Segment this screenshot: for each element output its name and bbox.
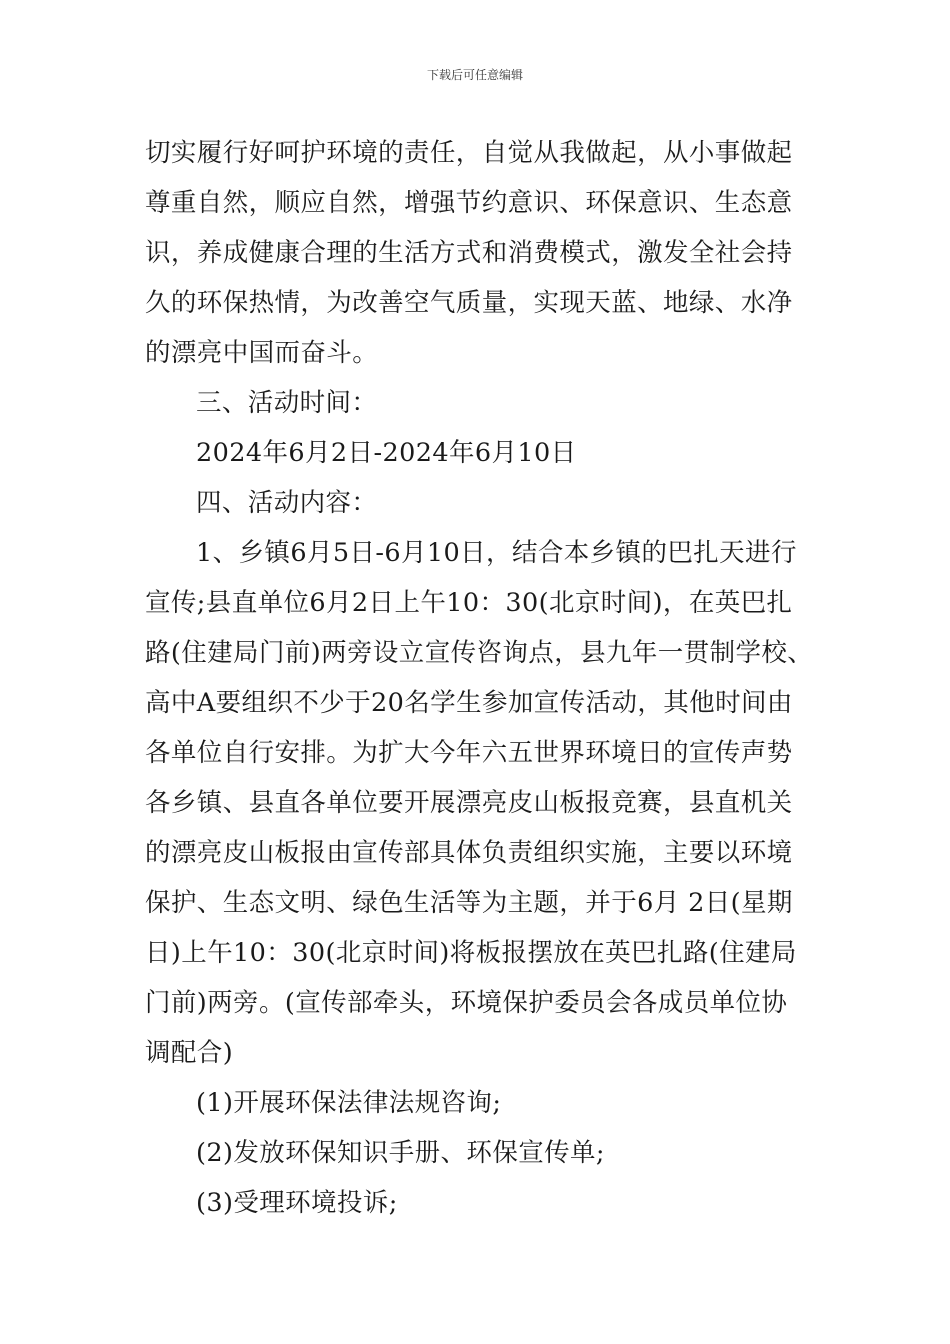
activity-dates: 2024年6月2日-2024年6月10日 (196, 438, 577, 468)
section-heading-content: 四、活动内容： (196, 488, 378, 518)
body-line: 宣传;县直单位6月2日上午10：30(北京时间)，在英巴扎 (145, 588, 793, 618)
body-line: 日)上午10：30(北京时间)将板报摆放在英巴扎路(住建局 (145, 938, 797, 968)
document-body (145, 128, 825, 1228)
body-line: 切实履行好呵护环境的责任，自觉从我做起，从小事做起 (145, 138, 793, 168)
page-header-note: 下载后可任意编辑 (426, 68, 523, 82)
body-line: 高中A要组织不少于20名学生参加宣传活动，其他时间由 (145, 688, 793, 718)
body-line: 的漂亮皮山板报由宣传部具体负责组织实施，主要以环境 (145, 838, 793, 868)
list-item: (1)开展环保法律法规咨询; (196, 1088, 502, 1118)
body-line: 尊重自然，顺应自然，增强节约意识、环保意识、生态意 (145, 188, 793, 218)
section-heading-time: 三、活动时间： (196, 388, 378, 418)
body-line: 调配合) (145, 1038, 234, 1068)
body-line: 路(住建局门前)两旁设立宣传咨询点，县九年一贯制学校、 (145, 638, 814, 668)
list-item: (3)受理环境投诉; (196, 1188, 398, 1218)
body-line: 识，养成健康合理的生活方式和消费模式，激发全社会持 (145, 238, 793, 268)
body-line: 各乡镇、县直各单位要开展漂亮皮山板报竞赛，县直机关 (145, 788, 793, 818)
body-line: 保护、生态文明、绿色生活等为主题，并于6月 2日(星期 (145, 888, 793, 918)
body-line: 的漂亮中国而奋斗。 (145, 338, 379, 368)
body-line: 1、乡镇6月5日-6月10日，结合本乡镇的巴扎天进行 (196, 538, 797, 568)
body-line: 门前)两旁。(宣传部牵头，环境保护委员会各成员单位协 (145, 988, 788, 1018)
body-line: 各单位自行安排。为扩大今年六五世界环境日的宣传声势 (145, 738, 793, 768)
body-line: 久的环保热情，为改善空气质量，实现天蓝、地绿、水净 (145, 288, 793, 318)
list-item: (2)发放环保知识手册、环保宣传单; (196, 1138, 605, 1168)
